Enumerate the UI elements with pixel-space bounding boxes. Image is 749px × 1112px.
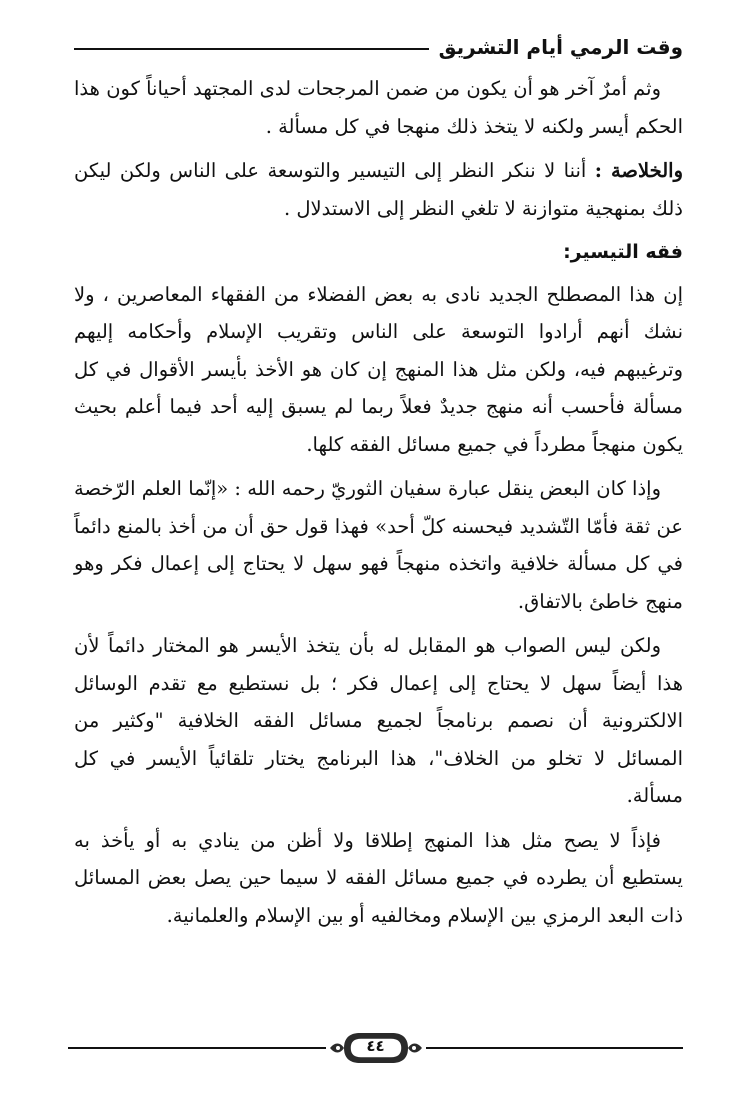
header-rule — [74, 48, 429, 50]
paragraph: وثم أمرٌ آخر هو أن يكون من ضمن المرجحات لدى المجتهد أحياناً كون هذا الحكم أيسر ولكنه لا يتخذ ذلك منهجا في كل مسألة . — [74, 77, 683, 138]
running-header-title: وقت الرمي أيام التشريق — [438, 35, 683, 59]
running-header — [74, 34, 683, 60]
paragraph: وإذا كان البعض ينقل عبارة سفيان الثوريّ رحمه الله : «إنّما العلم الرّخصة عن ثقة فأمّا التّشديد فيحسنه كلّ أحد» فهذا قول حق أن من أخذ بالمنع دائماً في كل مسألة خلافية واتخذه منهجاً فهو سهل لا يحتاج إلى إعمال فكر وهو منهج خاطئ بالاتفاق. — [74, 477, 683, 613]
conclusion-label: والخلاصة : — [594, 159, 683, 182]
conclusion-paragraph — [74, 152, 683, 227]
paragraph: فإذاً لا يصح مثل هذا المنهج إطلاقا ولا أظن من ينادي به أو يأخذ به يستطيع أن يطرده في جميع مسائل الفقه لا سيما حين يصل بعض المسائل ذات البعد الرمزي بين الإسلام ومخالفيه أو بين الإسلام والعلمانية. — [74, 828, 683, 927]
conclusion-text: أننا لا ننكر النظر إلى التيسير والتوسعة على الناس ولكن ليكن ذلك بمنهجية متوازنة لا تلغي النظر إلى الاستدلال . — [74, 159, 683, 220]
page-number: ٤٤ — [366, 1037, 385, 1055]
page-number-ornament — [330, 1030, 422, 1066]
paragraph: ولكن ليس الصواب هو المقابل له بأن يتخذ الأيسر هو المختار دائماً لأن هذا أيضاً سهل لا يحتاج إلى إعمال فكر ؛ بل نستطيع مع تقدم الوسائل الالكترونية أن نصمم برنامجاً لجميع مسائل الفقه الخلافية "وكثير من المسائل لا تخلو من الخلاف"، هذا البرنامج يختار تلقائياً الأيسر في كل مسألة. — [74, 634, 683, 807]
page-footer — [68, 1028, 683, 1068]
paragraph: إن هذا المصطلح الجديد نادى به بعض الفضلاء من الفقهاء المعاصرين ، ولا نشك أنهم أرادوا التوسعة على الناس وتقريب الإسلام وأحكامه إليهم وترغيبهم فيه، ولكن مثل هذا المنهج إن كان هو الأخذ بأيسر الأقوال في كل مسألة فأحسب أنه منهج جديدٌ فعلاً ربما لم يسبق إليه أحد فيما أعلم بحيث يكون منهجاً مطرداً في جميع مسائل الفقه كلها. — [74, 282, 683, 456]
footer-rule-right — [426, 1047, 684, 1049]
page-body — [74, 70, 683, 941]
footer-rule-left — [68, 1047, 326, 1049]
section-heading: فقه التيسير: — [563, 241, 683, 263]
